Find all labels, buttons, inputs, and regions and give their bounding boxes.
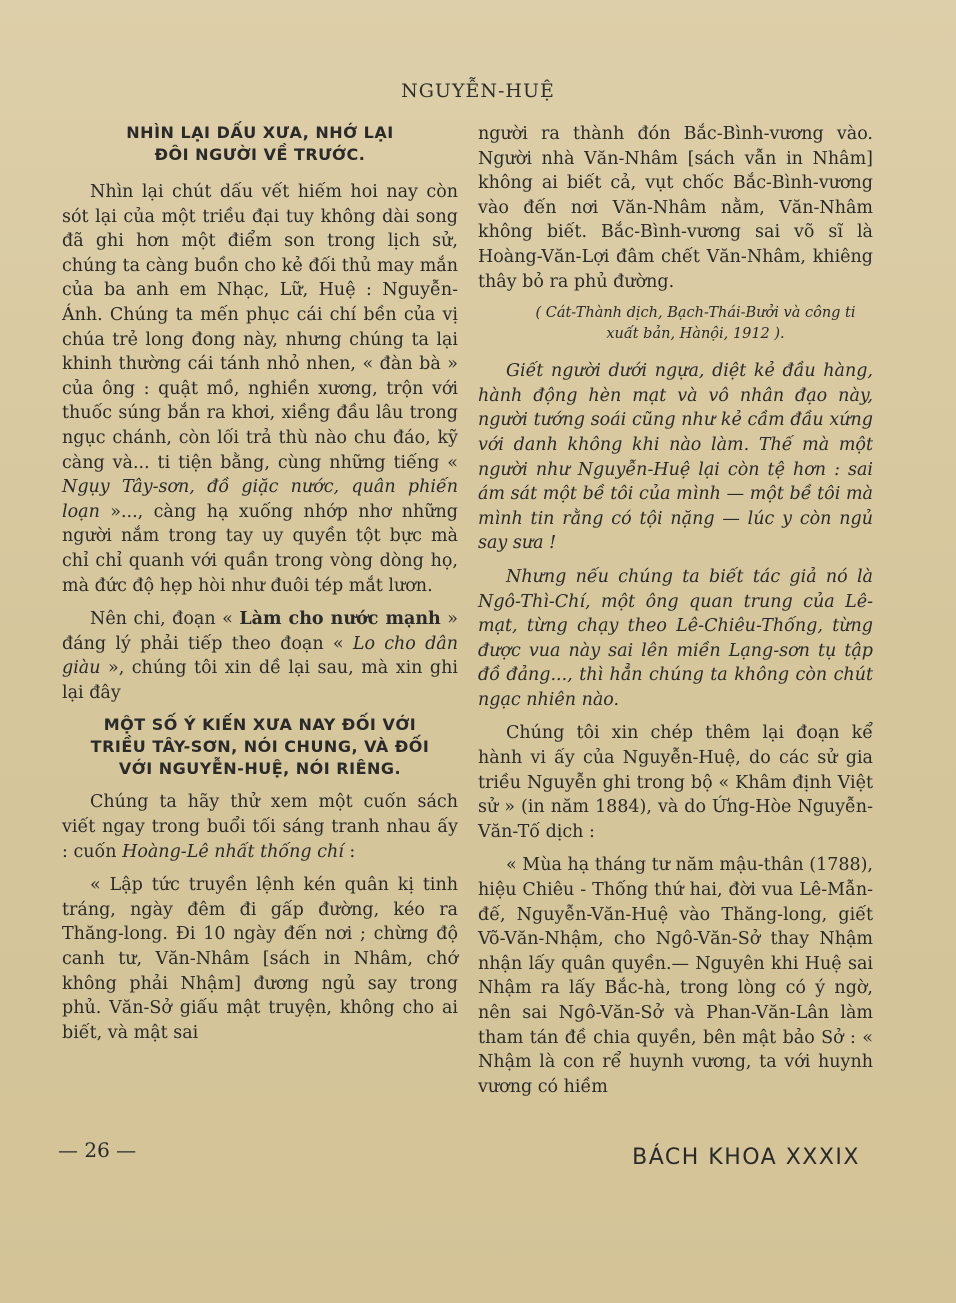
heading-line: NHÌN LẠI DẤU XƯA, NHỚ LẠI (126, 123, 394, 142)
italic-paragraph: Giết người dưới ngựa, diệt kẻ đầu hàng, hành động hèn mạt và vô nhân đạo này, người tướng soái cũng như kẻ cầm đầu xứng với danh không khi nào làm. Thế mà một người như Nguyễn-Huệ lại còn tệ hơn : sai ám sát một bề tôi của mình — một bề tôi mà mình tin rằng có tội nặng — lúc y còn ngủ say sưa ! (478, 361, 873, 554)
heading-line: TRIỀU TÂY-SƠN, NÓI CHUNG, VÀ ĐỐI (90, 737, 430, 757)
text-span: »..., càng hạ xuống nhớp nhơ những người nắm trong tay uy quyền tột bực mà chỉ chỉ quanh với quần trong vòng dòng họ, mà đức độ hẹp hòi như đuôi tép mắt lươn. (62, 501, 458, 596)
heading-line: MỘT SỐ Ý KIẾN XƯA NAY ĐỐI VỚI (103, 715, 417, 735)
section-heading-2 (62, 714, 458, 780)
paragraph (62, 790, 458, 864)
text-span: Nên chi, đoạn « (90, 609, 240, 630)
text-span: Chúng ta hãy thử xem một cuốn sách viết ngay trong buổi tối sáng tranh nhau ấy : cuốn (62, 792, 458, 862)
paragraph (62, 180, 458, 598)
text-span: Nhìn lại chút dấu vết hiếm hoi nay còn sót lại của một triều đại tuy không dài song đã ghi hơn một điểm son trong lịch sử, chúng ta càng buồn cho kẻ đối thủ may mắn của ba anh em Nhạc, Lữ, Huệ : Nguyễn-Ánh. Chúng ta mến phục cái chí bền của vị chúa trẻ long đong này, nhưng chúng ta lại khinh thường cái tánh nhỏ nhen, « đàn bà » của ông : quật mồ, nghiền xương, trộn với thuốc súng bắn ra khơi, xiềng đầu lâu trong ngục chánh, còn lối trả thù nào chu đáo, kỹ càng và... ti tiện bằng, cùng những tiếng « (62, 182, 458, 473)
text-span: : (343, 841, 356, 862)
italic-span: Ngụy Tây-sơn, đồ giặc nước, quân phiến loạn (62, 477, 458, 522)
left-column (62, 122, 458, 1054)
bold-span: Làm cho nước mạnh (239, 609, 441, 630)
italic-span: Hoàng-Lê nhất thống chí (122, 841, 344, 862)
heading-line: ĐÔI NGƯỜI VỀ TRƯỚC. (154, 145, 366, 164)
paragraph: Chúng tôi xin chép thêm lại đoạn kể hành vi ấy của Nguyễn-Huệ, do các sử gia triều Nguyễn ghi trong bộ « Khâm định Việt sử » (in năm 1884), và do Ứng-Hòe Nguyễn-Văn-Tố dịch : (478, 723, 873, 842)
quote-paragraph: « Lập tức truyền lệnh kén quân kị tinh tráng, ngày đêm đi gấp đường, kéo ra Thăng-long. Đi 10 ngày đến nơi ; chừng độ canh tư, Văn-Nhâm [sách in Nhâm, chớ không phải Nhậm] đương ngủ say trong phủ. Văn-Sở giấu mật truyện, không cho ai biết, và mật sai (62, 875, 458, 1043)
text-span: » đáng lý phải tiếp theo đoạn « (62, 609, 458, 654)
quote-paragraph: « Mùa hạ tháng tư năm mậu-thân (1788), hiệu Chiêu - Thống thứ hai, đời vua Lê-Mẫn-đế, Nguyễn-Văn-Huệ vào Thăng-long, giết Võ-Văn-Nhậm, cho Ngô-Văn-Sở thay Nhậm nhận lấy quân quyền.— Nguyên khi Huệ sai Nhậm ra lấy Bắc-hà, trong lòng có ý ngờ, nên sai Ngô-Văn-Sở và Phan-Văn-Lân làm tham tán đề chia quyền, bên mật bảo Sở : « Nhậm là con rể huynh vương, ta với huynh vương có hiềm (478, 855, 873, 1097)
right-column (478, 122, 873, 1108)
publication-name: BÁCH KHOA XXXIX (632, 1145, 860, 1170)
text-span: », chúng tôi xin dề lại sau, mà xin ghi lại đây (62, 658, 458, 703)
section-heading-1 (62, 122, 458, 166)
source-citation: ( Cát-Thành dịch, Bạch-Thái-Bưởi và công ti xuất bản, Hànội, 1912 ). (535, 305, 856, 343)
page-number: — 26 — (58, 1138, 137, 1162)
quote-paragraph: người ra thành đón Bắc-Bình-vương vào. Người nhà Văn-Nhâm [sách vẫn in Nhâm] không ai biết cả, vụt chốc Bắc-Bình-vương vào đến nơi Văn-Nhâm nằm, Văn-Nhâm không biết. Bắc-Bình-vương sai võ sĩ là Hoàng-Văn-Lợi đâm chết Văn-Nhâm, khiêng thây bỏ ra phủ đường. (478, 124, 873, 292)
paragraph (62, 607, 458, 705)
heading-line: VỚI NGUYỄN-HUỆ, NÓI RIÊNG. (118, 759, 402, 779)
italic-span: Lo cho dân giàu (62, 633, 459, 679)
running-title: NGUYỄN-HUỆ (401, 80, 555, 102)
italic-paragraph: Nhưng nếu chúng ta biết tác giả nó là Ngô-Thì-Chí, một ông quan trung của Lê-mạt, từng chạy theo Lê-Chiêu-Thống, từng được vua này sai lên miền Lạng-sơn tụ tập đồ đảng..., thì hẳn chúng ta không còn chút ngạc nhiên nào. (478, 566, 873, 710)
